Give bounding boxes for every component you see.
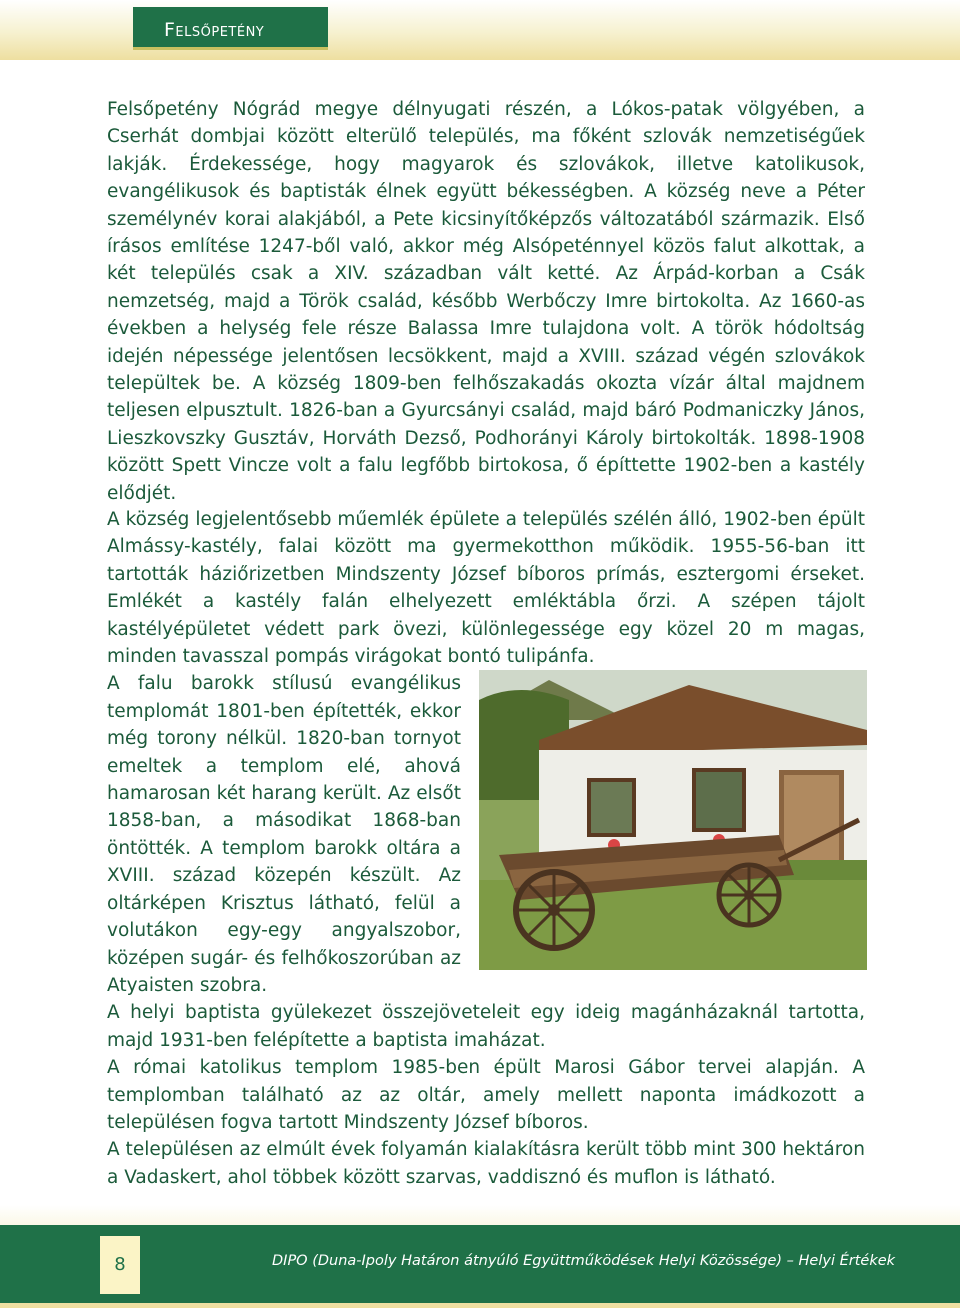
intro-paragraph: Felsőpetény Nógrád megye délnyugati részén, a Lókos-patak völgyében, a Cserhát dombjai között elterülő település, ma főként szlovák nemzetiségűek lakják. Érdekessége, hogy magyarok és szlovákok, illetve katolikusok, evangélikusok és baptisták élnek együtt békességben. A község neve a Péter személynév korai alakjából, a Pete kicsinyítőképzős változatából származik. Első írásos említése 1247-ből való, akkor még Alsópeténnyel közös falut alkottak, a két település csak a XIV. században vált ketté. Az Árpád-korban a Csák nemzetség, majd a Török család, később Werbőczy Imre birtokolta. Az 1660-as években a helység fele része Balassa Imre tulajdona volt. A török hódoltság idején népessége jelentősen lecsökkent, majd a XVIII. század végén szlovákok települtek be. A község 1809-ben felhőszakadás okozta vízár által majdnem teljesen elpusztult. 1826-ban a Gyurcsányi család, majd báró Podmaniczky János, Lieszkovszky Gusztáv, Horváth Dezső, Podhorányi Károly birtokolták. 1898-1908 között Spett Vincze volt a falu legfőbb birtokosa, ő építtette 1902-ben a kastély elődjét. [107,99,865,504]
footer-text: DIPO (Duna-Ipoly Határon átnyúló Együttműködések Helyi Közössége) – Helyi Értékek [272,1253,896,1269]
page-number: 8 [100,1236,140,1294]
body-section [107,506,865,1191]
body-paragraph-1: A község legjelentősebb műemlék épülete a település szélén álló, 1902-ben épült Almássy-kastély, falai között ma gyermekotthon működik. 1955-56-ban itt tartották háziőrizetben Mindszenty József bíboros prímás, esztergomi érseket. Emlékét a kastély falán elhelyezett emléktábla őrzi. A szépen tájolt kastélyépületet védett park övezi, különlegessége egy közel 20 m magas, minden tavasszal pompás virágokat bontó tulipánfa. [107,509,865,668]
intro-section [107,96,865,507]
body-paragraph-2: A falu barokk stílusú evangélikus templomát 1801-ben építették, ekkor még torony nélkül. 1820-ban tornyot emeltek a templom elé, ahová hamarosan két harang került. Az elsőt 1858-ban, a másodikat 1868-ban öntötték. A templom barokk oltára a XVIII. század közepén készült. Az oltárképen Krisztus látható, felül a volutákon egy-egy angyalszobor, középen sugár- és felhőkoszorúban az Atyaisten szobra. [107,673,461,996]
header-bar [0,0,960,60]
village-photo [479,670,867,970]
body-paragraph-5: A településen az elmúlt évek folyamán kialakításra került több mint 300 hektáron a Vadaskert, ahol többek között szarvas, vaddisznó és muflon is látható. [107,1139,865,1188]
body-paragraph-3: A helyi baptista gyülekezet összejöveteleit egy ideig magánházaknál tartotta, majd 1931-ben felépítette a baptista imaházat. [107,1002,865,1051]
body-paragraph-4: A római katolikus templom 1985-ben épült Marosi Gábor tervei alapján. A templomban található az az oltár, amely mellett naponta imádkozott a településen fogva tartott Mindszenty József bíboros. [107,1057,865,1133]
page-title: Felsőpetény [133,7,328,50]
wagon-house-image [479,670,867,970]
